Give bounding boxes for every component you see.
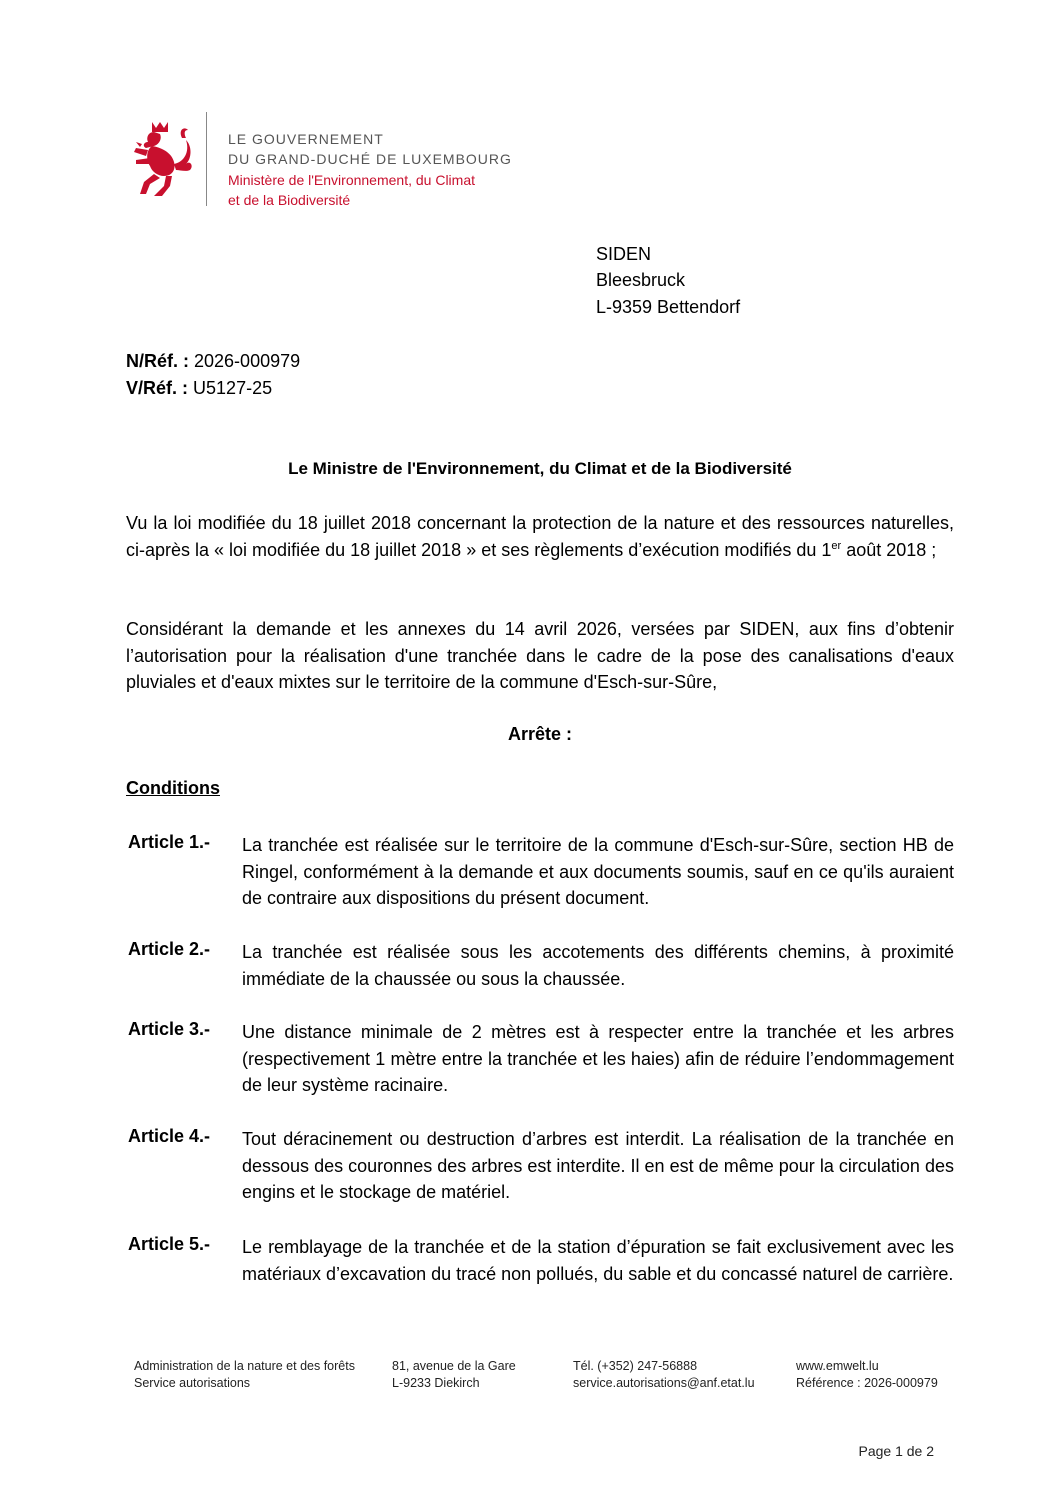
article-label: Article 5.-: [128, 1234, 211, 1254]
vu-tail: août 2018 ;: [841, 539, 937, 560]
government-name-line2: DU GRAND-DUCHÉ DE LUXEMBOURG: [228, 151, 512, 167]
footer-website-link[interactable]: www.emwelt.lu: [796, 1359, 879, 1373]
your-reference-value: U5127-25: [193, 378, 273, 398]
page-number: Page 1 de 2: [858, 1443, 934, 1459]
footer-reference: Référence : 2026-000979: [796, 1376, 938, 1390]
recipient-city: L-9359 Bettendorf: [596, 297, 741, 317]
your-reference: [126, 378, 272, 399]
article-label: Article 3.-: [128, 1019, 211, 1039]
article-label: Article 2.-: [128, 939, 211, 959]
our-reference-label: N/Réf. :: [126, 351, 189, 371]
footer-administration-name: Administration de la nature et des forêts: [134, 1359, 355, 1373]
article-text: Tout déracinement ou destruction d’arbres est interdit. La réalisation de la tranchée en dessous des couronnes des arbres est interdite. Il en est de même pour la circulation des engins et le stockage de matériel.: [242, 1129, 954, 1202]
document-title: Le Ministre de l'Environnement, du Climat et de la Biodiversité: [288, 459, 792, 478]
recipient-name: SIDEN: [596, 244, 652, 264]
vu-superscript: er: [831, 539, 842, 552]
article-label: Article 4.-: [128, 1126, 211, 1146]
our-reference: [126, 351, 300, 372]
footer-street: 81, avenue de la Gare: [392, 1359, 516, 1373]
article-text: La tranchée est réalisée sur le territoire de la commune d'Esch-sur-Sûre, section HB de Ringel, conformément à la demande et aux documents soumis, sauf en ce qu'ils auraient de contraire aux dispositions du présent document.: [242, 835, 954, 908]
government-name-line1: LE GOUVERNEMENT: [228, 131, 384, 147]
footer-postcode-city: L-9233 Diekirch: [392, 1376, 480, 1390]
footer-contact: [573, 1358, 755, 1392]
article-text: Le remblayage de la tranchée et de la station d’épuration se fait exclusivement avec les matériaux d’excavation du tracé non pollués, du sable et du concassé naturel de carrière.: [242, 1237, 954, 1284]
vu-paragraph: [126, 510, 954, 563]
section-conditions: Conditions: [126, 778, 220, 798]
ministry-name-line2: et de la Biodiversité: [228, 192, 351, 208]
header-divider: [206, 112, 207, 206]
article-text: La tranchée est réalisée sous les accotements des différents chemins, à proximité immédiate de la chaussée ou sous la chaussée.: [242, 942, 954, 989]
luxembourg-lion-logo-icon: [130, 120, 194, 198]
your-reference-label: V/Réf. :: [126, 378, 189, 398]
ministry-name-line1: Ministère de l'Environnement, du Climat: [228, 172, 476, 188]
vu-text: Vu la loi modifiée du 18 juillet 2018 concernant la protection de la nature et des ressources naturelles, ci-après la « loi modifiée du 18 juillet 2018 » et ses règlements d’exécution modifiés du 1: [126, 513, 954, 560]
recipient-street: Bleesbruck: [596, 270, 686, 290]
footer-phone: Tél. (+352) 247-56888: [573, 1359, 698, 1373]
arrete-heading: Arrête :: [507, 724, 573, 744]
footer-service-name: Service autorisations: [134, 1376, 251, 1390]
footer-email-link[interactable]: service.autorisations@anf.etat.lu: [573, 1376, 755, 1390]
article-text: Une distance minimale de 2 mètres est à respecter entre la tranchée et les arbres (respectivement 1 mètre entre la tranchée et les haies) afin de réduire l’endommagement de leur système racinaire.: [242, 1022, 954, 1095]
footer-address: [392, 1358, 516, 1392]
considerant-paragraph: Considérant la demande et les annexes du 14 avril 2026, versées par SIDEN, aux fins d’obtenir l’autorisation pour la réalisation d'une tranchée dans le cadre de la pose des canalisations d'eaux pluviales et d'eaux mixtes sur le territoire de la commune d'Esch-sur-Sûre,: [126, 619, 954, 692]
footer-web: [796, 1358, 938, 1392]
footer-administration: [134, 1358, 355, 1392]
article-label: Article 1.-: [128, 832, 211, 852]
our-reference-value: 2026-000979: [194, 351, 301, 371]
